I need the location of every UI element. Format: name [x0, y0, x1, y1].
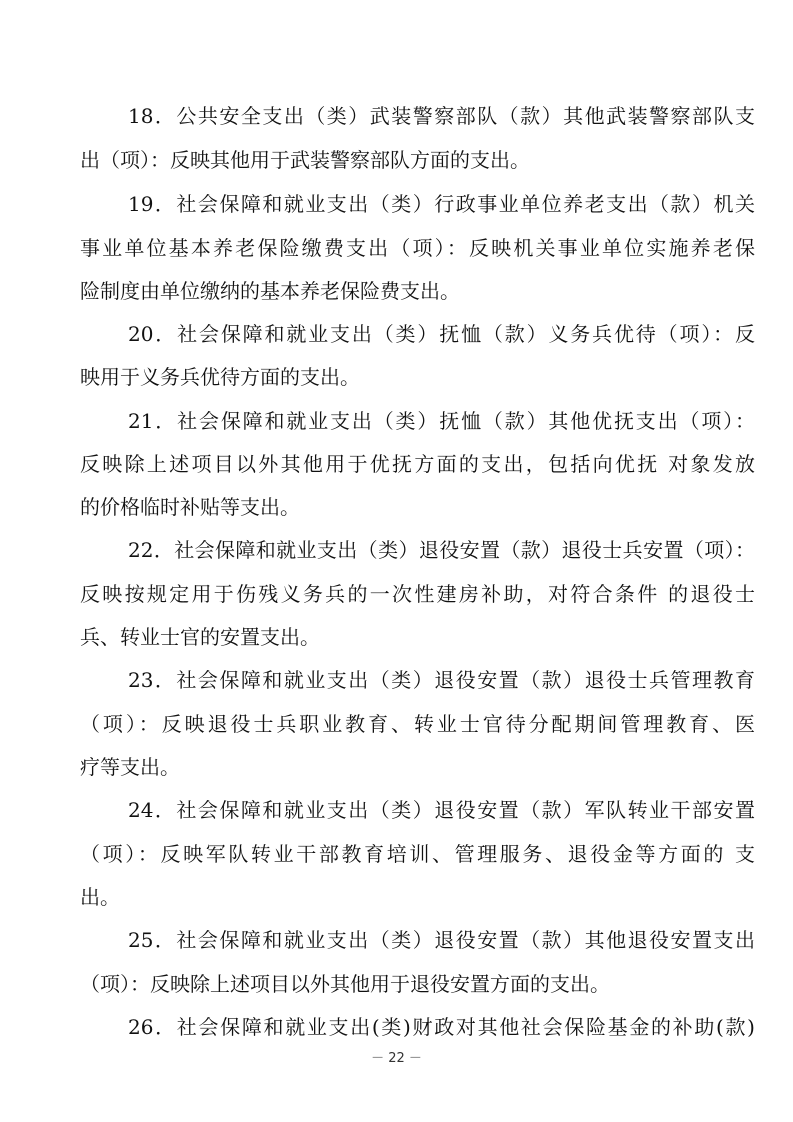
paragraph-24-line-1: 24．社会保障和就业支出（类）退役安置（款）军队转业干部安置	[128, 798, 755, 822]
paragraph-18-line-2: 出（项）：反映其他用于武装警察部队方面的支出。	[80, 148, 530, 172]
paragraph-23-line-2: （项）：反映退役士兵职业教育、转业士官待分配期间管理教育、医	[80, 712, 755, 736]
paragraph-22-line-3: 兵、转业士官的安置支出。	[80, 625, 320, 649]
paragraph-20-line-2: 映用于义务兵优待方面的支出。	[80, 365, 360, 389]
paragraph-26-line-1: 26．社会保障和就业支出(类)财政对其他社会保险基金的补助(款)	[128, 1015, 755, 1039]
paragraph-22-line-2: 反映按规定用于伤残义务兵的一次性建房补助，对符合条件 的退役士	[80, 582, 755, 606]
paragraph-23-line-1: 23．社会保障和就业支出（类）退役安置（款）退役士兵管理教育	[128, 668, 755, 692]
paragraph-19-line-1: 19．社会保障和就业支出（类）行政事业单位养老支出（款）机关	[128, 192, 755, 216]
paragraph-24-line-2: （项）：反映军队转业干部教育培训、管理服务、退役金等方面的 支	[80, 842, 755, 866]
paragraph-21-line-1: 21．社会保障和就业支出（类）抚恤（款）其他优抚支出（项）：	[128, 409, 755, 433]
paragraph-25-line-2: （项）：反映除上述项目以外其他用于退役安置方面的支出。	[80, 972, 610, 996]
paragraph-25-line-1: 25．社会保障和就业支出（类）退役安置（款）其他退役安置支出	[128, 928, 755, 952]
paragraph-20-line-1: 20．社会保障和就业支出（类）抚恤（款）义务兵优待（项）：反	[128, 322, 755, 346]
paragraph-24-line-3: 出。	[80, 885, 120, 909]
paragraph-22-line-1: 22．社会保障和就业支出（类）退役安置（款）退役士兵安置（项）：	[128, 538, 755, 562]
paragraph-21-line-3: 的价格临时补贴等支出。	[80, 495, 300, 519]
paragraph-19-line-3: 险制度由单位缴纳的基本养老保险费支出。	[80, 279, 460, 303]
page-number: － 22 －	[371, 1051, 422, 1066]
paragraph-19-line-2: 事业单位基本养老保险缴费支出（项）：反映机关事业单位实施养老保	[80, 236, 755, 260]
paragraph-21-line-2: 反映除上述项目以外其他用于优抚方面的支出，包括向优抚 对象发放	[80, 452, 755, 476]
paragraph-18-line-1: 18．公共安全支出（类）武装警察部队（款）其他武装警察部队支	[128, 104, 755, 128]
paragraph-23-line-3: 疗等支出。	[80, 755, 180, 779]
